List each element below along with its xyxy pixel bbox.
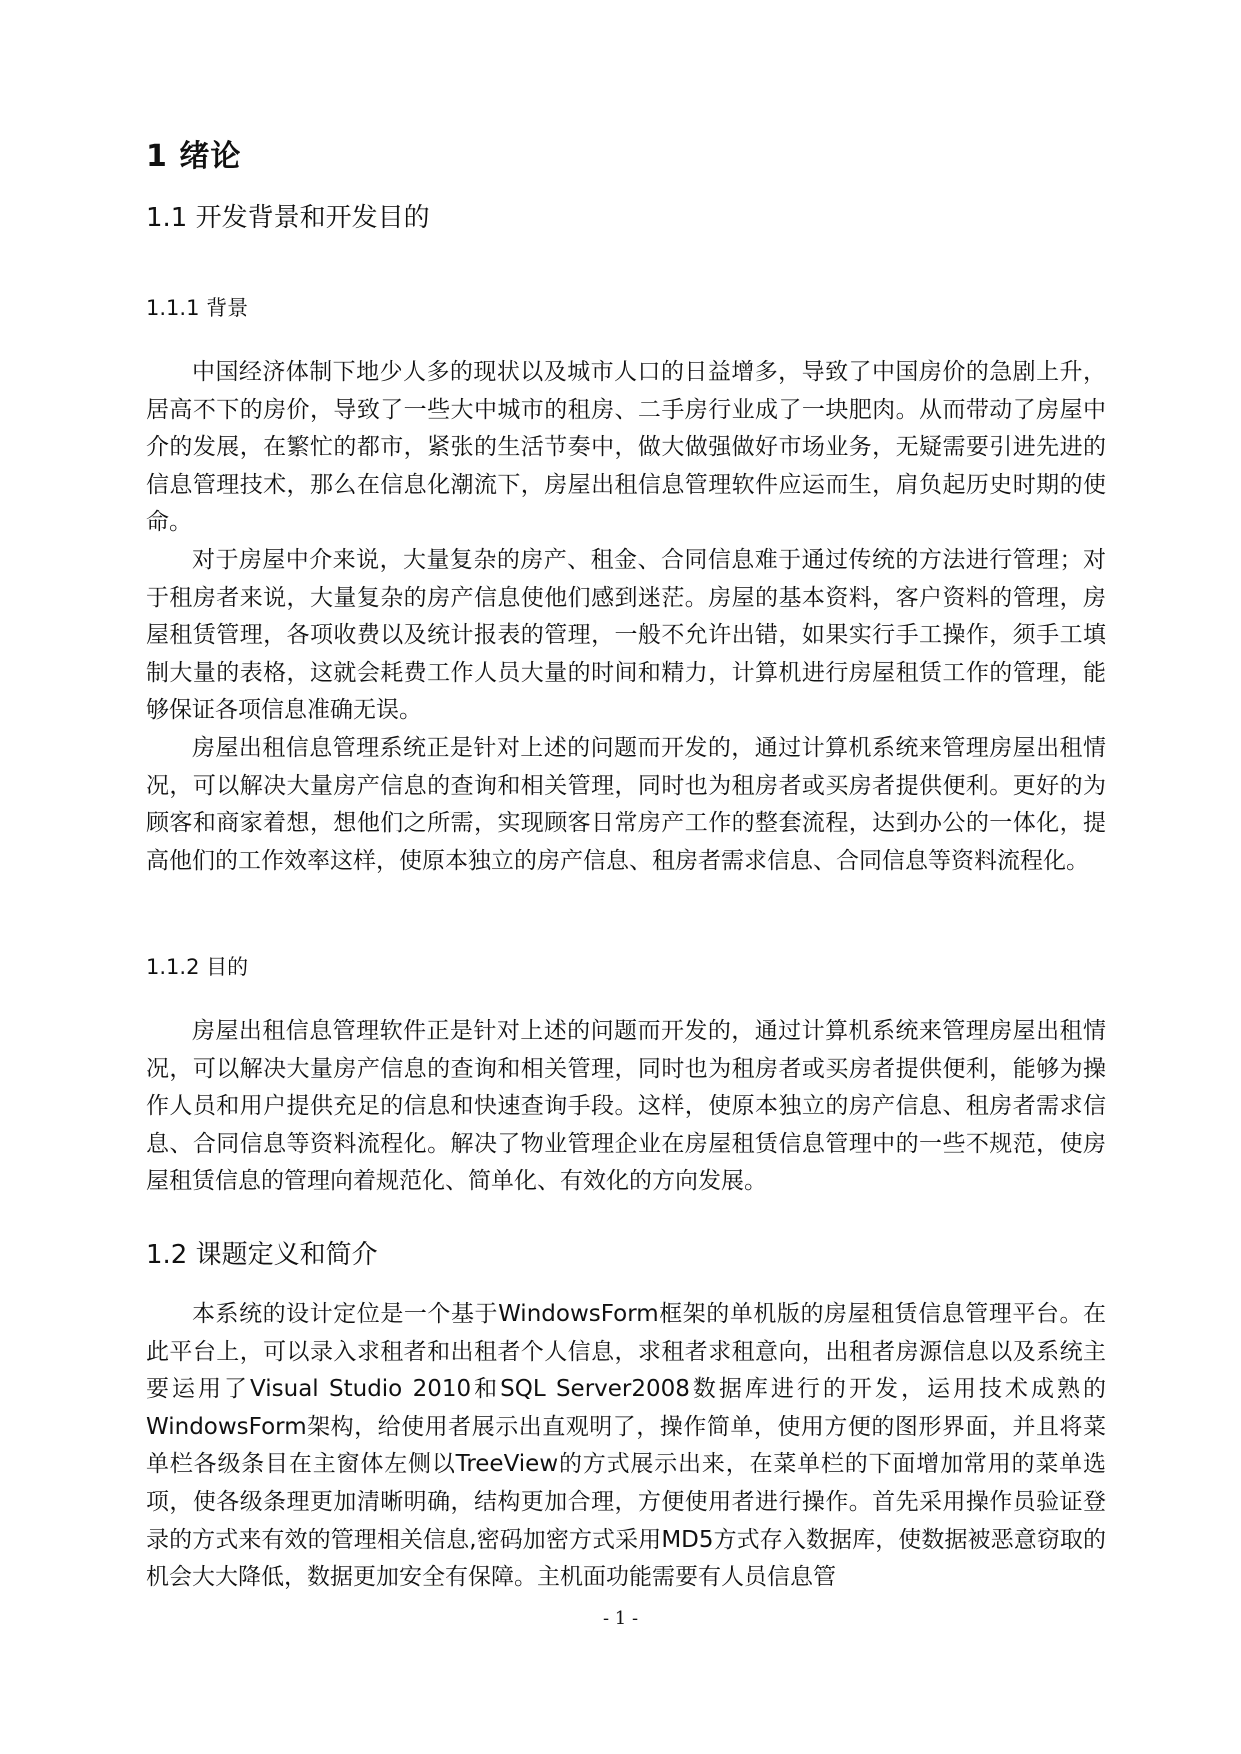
definition-body bbox=[146, 1296, 1106, 1597]
paragraph: 房屋出租信息管理软件正是针对上述的问题而开发的，通过计算机系统来管理房屋出租情况，可以解决大量房产信息的查询和相关管理，同时也为租房者或买房者提供便利，能够为操作人员和用户提供充足的信息和快速查询手段。这样，使原本独立的房产信息、租房者需求信息、合同信息等资料流程化。解决了物业管理企业在房屋租赁信息管理中的一些不规范，使房屋租赁信息的管理向着规范化、简单化、有效化的方向发展。 bbox=[146, 1018, 1106, 1195]
section-title-1-2: 1.2 课题定义和简介 bbox=[146, 1240, 378, 1270]
chapter-title: 1 绪论 bbox=[146, 139, 242, 174]
background-body bbox=[146, 354, 1106, 880]
purpose-body bbox=[146, 1013, 1106, 1201]
page-number: - 1 - bbox=[602, 1608, 639, 1629]
subsection-title-1-1-1: 1.1.1 背景 bbox=[146, 296, 249, 320]
section-title-1-1: 1.1 开发背景和开发目的 bbox=[146, 203, 430, 233]
paragraph: 房屋出租信息管理系统正是针对上述的问题而开发的，通过计算机系统来管理房屋出租情况，可以解决大量房产信息的查询和相关管理，同时也为租房者或买房者提供便利。更好的为顾客和商家着想，想他们之所需，实现顾客日常房产工作的整套流程，达到办公的一体化，提高他们的工作效率这样，使原本独立的房产信息、租房者需求信息、合同信息等资料流程化。 bbox=[146, 734, 1106, 874]
paragraph: 本系统的设计定位是一个基于WindowsForm框架的单机版的房屋租赁信息管理平台。在此平台上，可以录入求租者和出租者个人信息，求租者求租意向，出租者房源信息以及系统主要运用了Visual Studio 2010和SQL Server2008数据库进行的开发，运用技术成熟的WindowsForm架构，给使用者展示出直观明了，操作简单，使用方便的图形界面，并且将菜单栏各级条目在主窗体左侧以TreeView的方式展示出来，在菜单栏的下面增加常用的菜单选项，使各级条理更加清晰明确，结构更加合理，方便使用者进行操作。首先采用操作员验证登录的方式来有效的管理相关信息,密码加密方式采用MD5方式存入数据库，使数据被恶意窃取的机会大大降低，数据更加安全有保障。主机面功能需要有人员信息管 bbox=[146, 1301, 1106, 1591]
subsection-title-1-1-2: 1.1.2 目的 bbox=[146, 955, 249, 979]
paragraph: 中国经济体制下地少人多的现状以及城市人口的日益增多，导致了中国房价的急剧上升，居高不下的房价，导致了一些大中城市的租房、二手房行业成了一块肥肉。从而带动了房屋中介的发展，在繁忙的都市，紧张的生活节奏中，做大做强做好市场业务，无疑需要引进先进的信息管理技术，那么在信息化潮流下，房屋出租信息管理软件应运而生，肩负起历史时期的使命。 bbox=[146, 359, 1106, 536]
paragraph: 对于房屋中介来说，大量复杂的房产、租金、合同信息难于通过传统的方法进行管理；对于租房者来说，大量复杂的房产信息使他们感到迷茫。房屋的基本资料，客户资料的管理，房屋租赁管理，各项收费以及统计报表的管理，一般不允许出错，如果实行手工操作，须手工填制大量的表格，这就会耗费工作人员大量的时间和精力，计算机进行房屋租赁工作的管理，能够保证各项信息准确无误。 bbox=[146, 546, 1106, 724]
